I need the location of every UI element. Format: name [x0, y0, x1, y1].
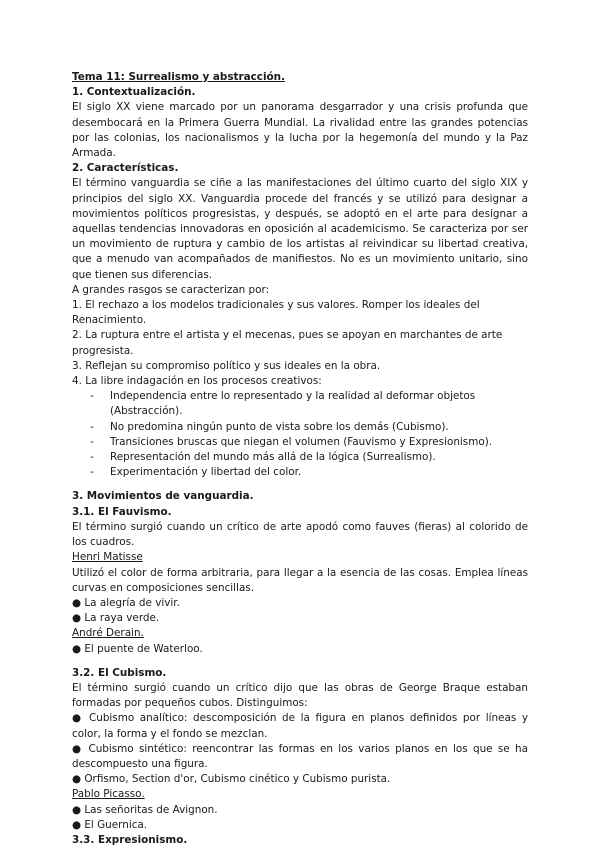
fauvismo-heading: 3.1. El Fauvismo. [72, 505, 172, 518]
fauvismo-text: El término surgió cuando un crítico de arte apodó como fauves (fieras) al colorido de los cuadros. [72, 520, 528, 549]
sub-list-item: - Experimentación y libertad del color. [72, 465, 528, 480]
cubismo-bullet: ● Cubismo sintético: reencontrar las formas en los varios planos en los que se ha descompuesto una figura. [72, 742, 528, 770]
cubismo-heading: 3.2. El Cubismo. [72, 666, 167, 679]
artwork-item: ● La raya verde. [72, 612, 160, 625]
document-title: Tema 11: Surrealismo y abstracción. [72, 71, 286, 83]
sub-list-item: - Representación del mundo más allá de la lógica (Surrealismo). [72, 450, 528, 465]
artist-name: Pablo Picasso. [72, 788, 145, 801]
artwork-item: ● El Guernica. [72, 818, 148, 831]
sub-list-item: - Transiciones bruscas que niegan el volumen (Fauvismo y Expresionismo). [72, 435, 528, 450]
section-1-text: El siglo XX viene marcado por un panorama desgarrador y una crisis profunda que desembocará en la Primera Guerra Mundial. La rivalidad entre las grandes potencias por las colonias, los nacionalismos y la lucha por la hegemonía del mundo y la Paz Armada. [72, 101, 528, 160]
section-2-heading: 2. Características. [72, 162, 179, 175]
artist-name: André Derain. [72, 627, 144, 640]
artwork-item: ● Las señoritas de Avignon. [72, 803, 218, 816]
numbered-item: 3. Reflejan su compromiso político y sus ideales en la obra. [72, 359, 381, 372]
cubismo-bullet: ● Orfismo, Section d'or, Cubismo cinético y Cubismo purista. [72, 773, 391, 786]
cubismo-bullet: ● Cubismo analítico: descomposición de la figura en planos definidos por líneas y color, la forma y el fondo se mezclan. [72, 712, 528, 740]
section-2-intro: A grandes rasgos se caracterizan por: [72, 283, 270, 296]
artwork-item: ● La alegría de vivir. [72, 596, 180, 609]
numbered-item: 2. La ruptura entre el artista y el mecenas, pues se apoyan en marchantes de arte progresista. [72, 329, 503, 357]
sub-list [72, 389, 528, 480]
sub-list-item: - Independencia entre lo representado y la realidad al deformar objetos (Abstracción). [72, 389, 528, 419]
sub-list-item: - No predomina ningún punto de vista sobre los demás (Cubismo). [72, 420, 528, 435]
section-2-text: El término vanguardia se ciñe a las manifestaciones del último cuarto del siglo XIX y principios del siglo XX. Vanguardia procede del francés y se utilizó para designar a movimientos políticos progresistas, y después, se adoptó en el arte para designar a aquellas tendencias innovadoras en oposición al academicismo. Se caracteriza por ser un movimiento de ruptura y cambio de los artistas al reivindicar su libertad creativa, que a menudo van acompañados de manifiestos. No es un movimiento unitario, sino que tienen sus diferencias. [72, 177, 528, 281]
numbered-item: 1. El rechazo a los modelos tradicionales y sus valores. Romper los ideales del Renacimiento. [72, 299, 480, 327]
numbered-item: 4. La libre indagación en los procesos creativos: [72, 375, 322, 388]
artwork-item: ● El puente de Waterloo. [72, 642, 203, 655]
artist-name: Henri Matisse [72, 551, 143, 564]
artist-description: Utilizó el color de forma arbitraria, para llegar a la esencia de las cosas. Emplea líneas curvas en composiciones sencillas. [72, 566, 528, 594]
section-3-heading: 3. Movimientos de vanguardia. [72, 490, 254, 503]
section-1-heading: 1. Contextualización. [72, 86, 196, 99]
expresionismo-heading: 3.3. Expresionismo. [72, 833, 188, 846]
cubismo-text: El término surgió cuando un crítico dijo que las obras de George Braque estaban formadas por pequeños cubos. Distinguimos: [72, 681, 528, 710]
